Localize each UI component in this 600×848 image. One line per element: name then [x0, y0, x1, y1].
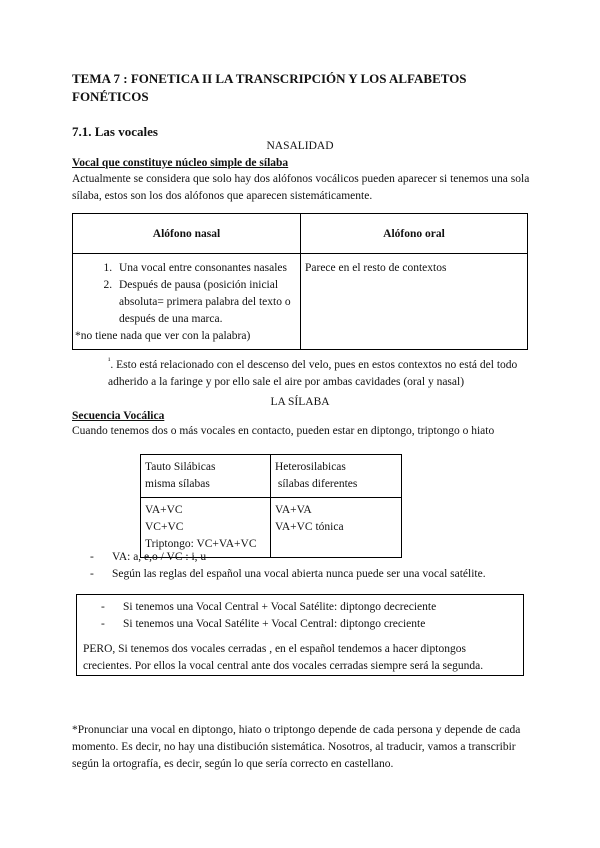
- header-alofono-nasal: Alófono nasal: [73, 214, 301, 254]
- secuencia-paragraph: Cuando tenemos dos o más vocales en contacto, pueden estar en diptongo, triptongo o hiato: [72, 425, 495, 437]
- footnote: [108, 352, 528, 391]
- tauto-body-line: VA+VC: [145, 504, 183, 516]
- hetero-header-line: Heterosilabicas: [275, 461, 346, 473]
- nasal-cell: [73, 254, 301, 350]
- page-title: TEMA 7 : FONETICA II LA TRANSCRIPCIÓN Y LOS ALFABETOS FONÉTICOS: [72, 71, 467, 104]
- vowel-bullets: [90, 549, 530, 583]
- hetero-header-line: sílabas diferentes: [275, 478, 358, 490]
- alofono-table: [72, 213, 528, 350]
- diptongo-box: [76, 594, 524, 676]
- list-item: - Según las reglas del español una vocal abierta nunca puede ser una vocal satélite.: [90, 566, 530, 583]
- footnote-text: . Esto está relacionado con el descenso del velo, pues en estos contextos no está del todo adherido a la faringe y por ello sale el aire por ambas cavidades (oral y nasal): [108, 358, 518, 388]
- tauto-header-line: misma sílabas: [145, 478, 210, 490]
- silabica-table: [140, 454, 402, 558]
- nasal-note: *no tiene nada que ver con la palabra): [75, 330, 251, 342]
- list-item: - Si tenemos una Vocal Satélite + Vocal Central: diptongo creciente: [101, 616, 511, 633]
- diptongo-bullets: [101, 599, 511, 633]
- closing-note: *Pronunciar una vocal en diptongo, hiato o triptongo depende de cada persona y depende de cada momento. Es decir, no hay una distibución sistemática. Nosotros, al traducir, vamos a transcribir según la ortografía, es decir, según lo que sería correcto en castellano.: [72, 724, 521, 770]
- list-item: - Si tenemos una Vocal Central + Vocal Satélite: diptongo decreciente: [101, 599, 511, 616]
- oral-cell: [301, 254, 528, 350]
- vocal-subheading: Vocal que constituye núcleo simple de sílaba: [72, 157, 289, 169]
- intro-paragraph: Actualmente se considera que solo hay dos alófonos vocálicos pueden aparecer si tenemos una sola sílaba, estos son los dos alófonos que aparecen sistemáticamente.: [72, 173, 530, 202]
- list-item: - VA: a, e,o / VC : i, u: [90, 549, 530, 566]
- list-item: 1. Una vocal entre consonantes nasales: [115, 260, 296, 277]
- tauto-header-line: Tauto Silábicas: [145, 461, 216, 473]
- footnote-mark: ¹: [108, 356, 111, 365]
- section-heading: 7.1. Las vocales: [72, 124, 158, 139]
- hetero-header: [271, 455, 402, 498]
- oral-text: Parece en el resto de contextos: [305, 262, 447, 274]
- header-alofono-oral: Alófono oral: [301, 214, 528, 254]
- list-item: 2. Después de pausa (posición inicial absoluta= primera palabra del texto o después de una marca.: [115, 277, 296, 328]
- hetero-body-line: VA+VC tónica: [275, 521, 344, 533]
- tauto-body-line: Triptongo: VC+VA+VC: [145, 538, 257, 550]
- hetero-body-line: VA+VA: [275, 504, 312, 516]
- nasal-list: [75, 260, 296, 328]
- tauto-body-line: VC+VC: [145, 521, 184, 533]
- secuencia-subheading: Secuencia Vocálica: [72, 410, 165, 422]
- box-paragraph: PERO, Si tenemos dos vocales cerradas , en el español tendemos a hacer diptongos crecientes. Por ellos la vocal central ante dos vocales cerradas siempre será la segunda.: [83, 643, 484, 672]
- tauto-header: [141, 455, 271, 498]
- nasalidad-heading: NASALIDAD: [266, 140, 334, 152]
- silaba-heading: LA SÍLABA: [270, 396, 330, 408]
